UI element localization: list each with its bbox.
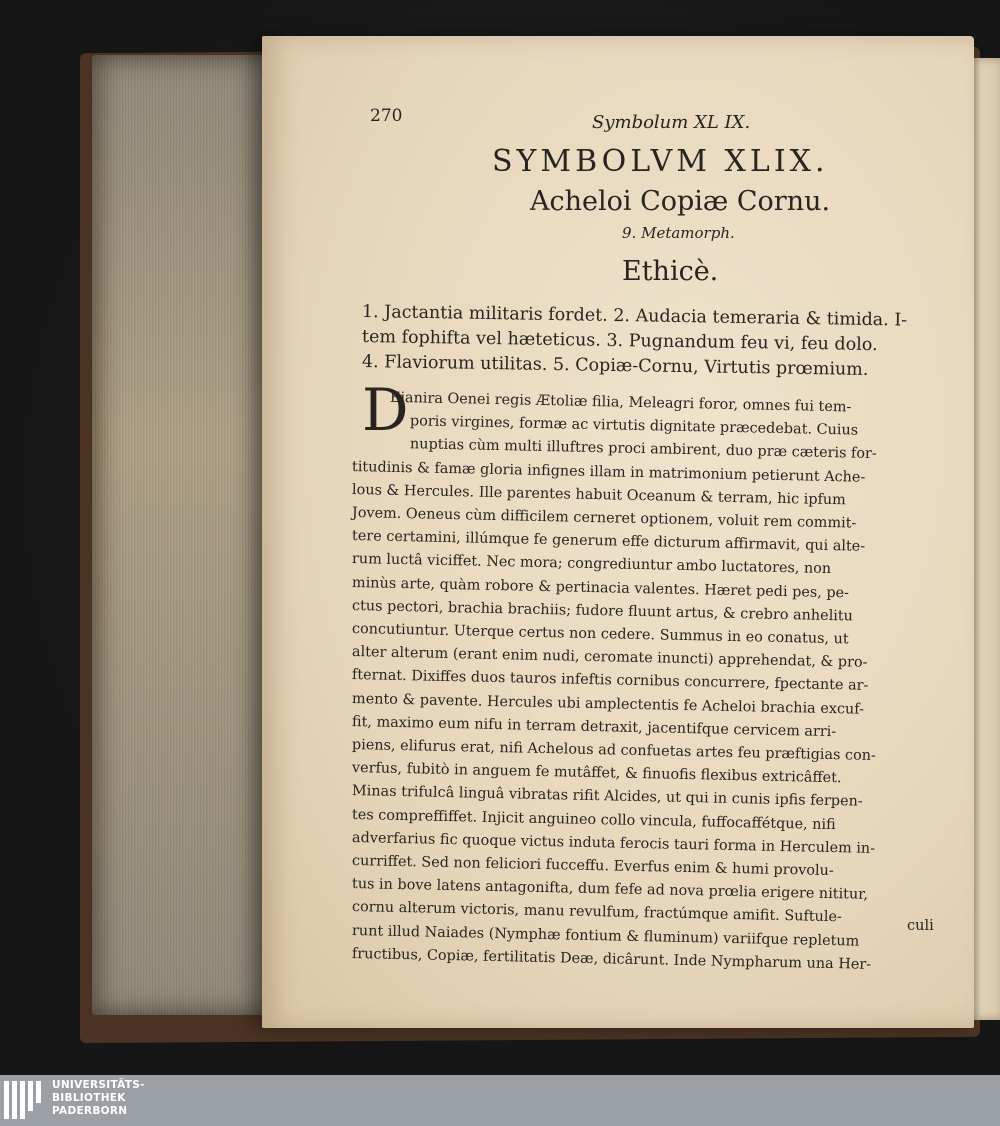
- body-line: runt illud Naiades (Nymphæ fontium & fluminum) variifque repletum: [351, 922, 860, 950]
- ethic-line: 1. Jactantia militaris fordet. 2. Audacia temeraria & timida. I-: [361, 302, 908, 331]
- symbol-heading: SYMBOLVM XLIX.: [492, 144, 829, 179]
- body-line: Minas trifulcâ linguâ vibratas rifit Alcides, ut qui in cunis ipfis ferpen-: [351, 783, 863, 811]
- body-line: verfus, fubitò in anguem fe mutâffet, & finuofis flexibus extricâffet.: [351, 760, 842, 787]
- body-line: rum luctâ viciffet. Nec mora; congrediuntur ambo luctatores, non: [351, 551, 832, 578]
- body-line: piens, elifurus erat, nifi Achelous ad confuetas artes feu præftigias con-: [351, 737, 877, 765]
- body-line: cornu alterum victoris, manu revulfum, fractúmque amifit. Suftule-: [351, 899, 842, 926]
- body-line: ctus pectori, brachia brachiis; fudore fluunt artus, & crebro anhelitu: [351, 597, 854, 625]
- library-name-line: PADERBORN: [52, 1105, 128, 1117]
- body-line: mento & pavente. Hercules ubi amplectentis fe Acheloi brachia excuf-: [351, 690, 865, 718]
- body-line: adverfarius fic quoque victus induta ferocis tauri forma in Herculem in-: [351, 829, 876, 857]
- body-line: fternat. Dixiffes duos tauros infeftis cornibus concurrere, fpectante ar-: [351, 667, 869, 695]
- book-page: [262, 36, 974, 1028]
- section-heading: Ethicè.: [622, 256, 719, 287]
- body-line: Ejanira Oenei regis Ætoliæ filia, Meleagri foror, omnes fui tem-: [389, 389, 852, 416]
- book-page-edges: [92, 55, 282, 1015]
- body-line: tus in bove latens antagonifta, dum fefe ad nova prœlia erigere nititur,: [351, 876, 869, 904]
- drop-cap: D: [362, 376, 409, 444]
- ethic-line: 4. Flaviorum utilitas. 5. Copiæ-Cornu, Virtutis prœmium.: [361, 352, 869, 380]
- library-name-line: BIBLIOTHEK: [52, 1092, 126, 1104]
- body-line: minùs arte, quàm robore & pertinacia valentes. Hæret pedi pes, pe-: [351, 574, 850, 602]
- body-line: alter alterum (erant enim nudi, ceromate inuncti) apprehendat, & pro-: [351, 644, 868, 672]
- body-text: [351, 386, 952, 973]
- library-footer-bar: [0, 1075, 1000, 1126]
- ethic-line: tem fophifta vel hæteticus. 3. Pugnandum feu vi, feu dolo.: [361, 327, 878, 356]
- body-line: tes compreffiffet. Injicit anguineo collo vincula, fuffocaffétque, nifi: [351, 806, 836, 833]
- symbol-subtitle: Acheloi Copiæ Cornu.: [530, 186, 831, 217]
- running-head: Symbolum XL IX.: [592, 112, 751, 133]
- body-line: poris virgines, formæ ac virtutis dignitate præcedebat. Cuius: [409, 413, 859, 439]
- source-reference: 9. Metamorph.: [622, 224, 735, 242]
- body-line: titudinis & famæ gloria infignes illam in matrimonium petierunt Ache-: [351, 458, 866, 486]
- library-name-line: UNIVERSITÄTS-: [52, 1079, 145, 1091]
- body-line: fit, maximo eum nifu in terram detraxit, jacentifque cervicem arri-: [351, 713, 837, 740]
- library-logo-icon: [4, 1081, 44, 1119]
- body-line: nuptias cùm multi illuftres proci ambirent, duo præ cæteris for-: [409, 436, 877, 463]
- body-line: fructibus, Copiæ, fertilitatis Deæ, dicârunt. Inde Nympharum una Her-: [351, 945, 872, 973]
- ethic-points: [361, 300, 947, 380]
- body-line: Jovem. Oeneus cùm difficilem cerneret optionem, voluit rem commit-: [351, 505, 857, 532]
- body-line: concutiuntur. Uterque certus non cedere. Summus in eo conatus, ut: [351, 621, 849, 648]
- catchword: culi: [907, 918, 934, 934]
- body-line: curriffet. Sed non feliciori fucceffu. Everfus enim & humi provolu-: [351, 853, 834, 880]
- library-name: [52, 1079, 145, 1118]
- body-line: lous & Hercules. Ille parentes habuit Oceanum & terram, hic ipfum: [351, 481, 846, 509]
- body-line: tere certamini, illúmque fe generum effe dicturum affirmavit, qui alte-: [351, 528, 866, 555]
- page-number: 270: [370, 106, 403, 126]
